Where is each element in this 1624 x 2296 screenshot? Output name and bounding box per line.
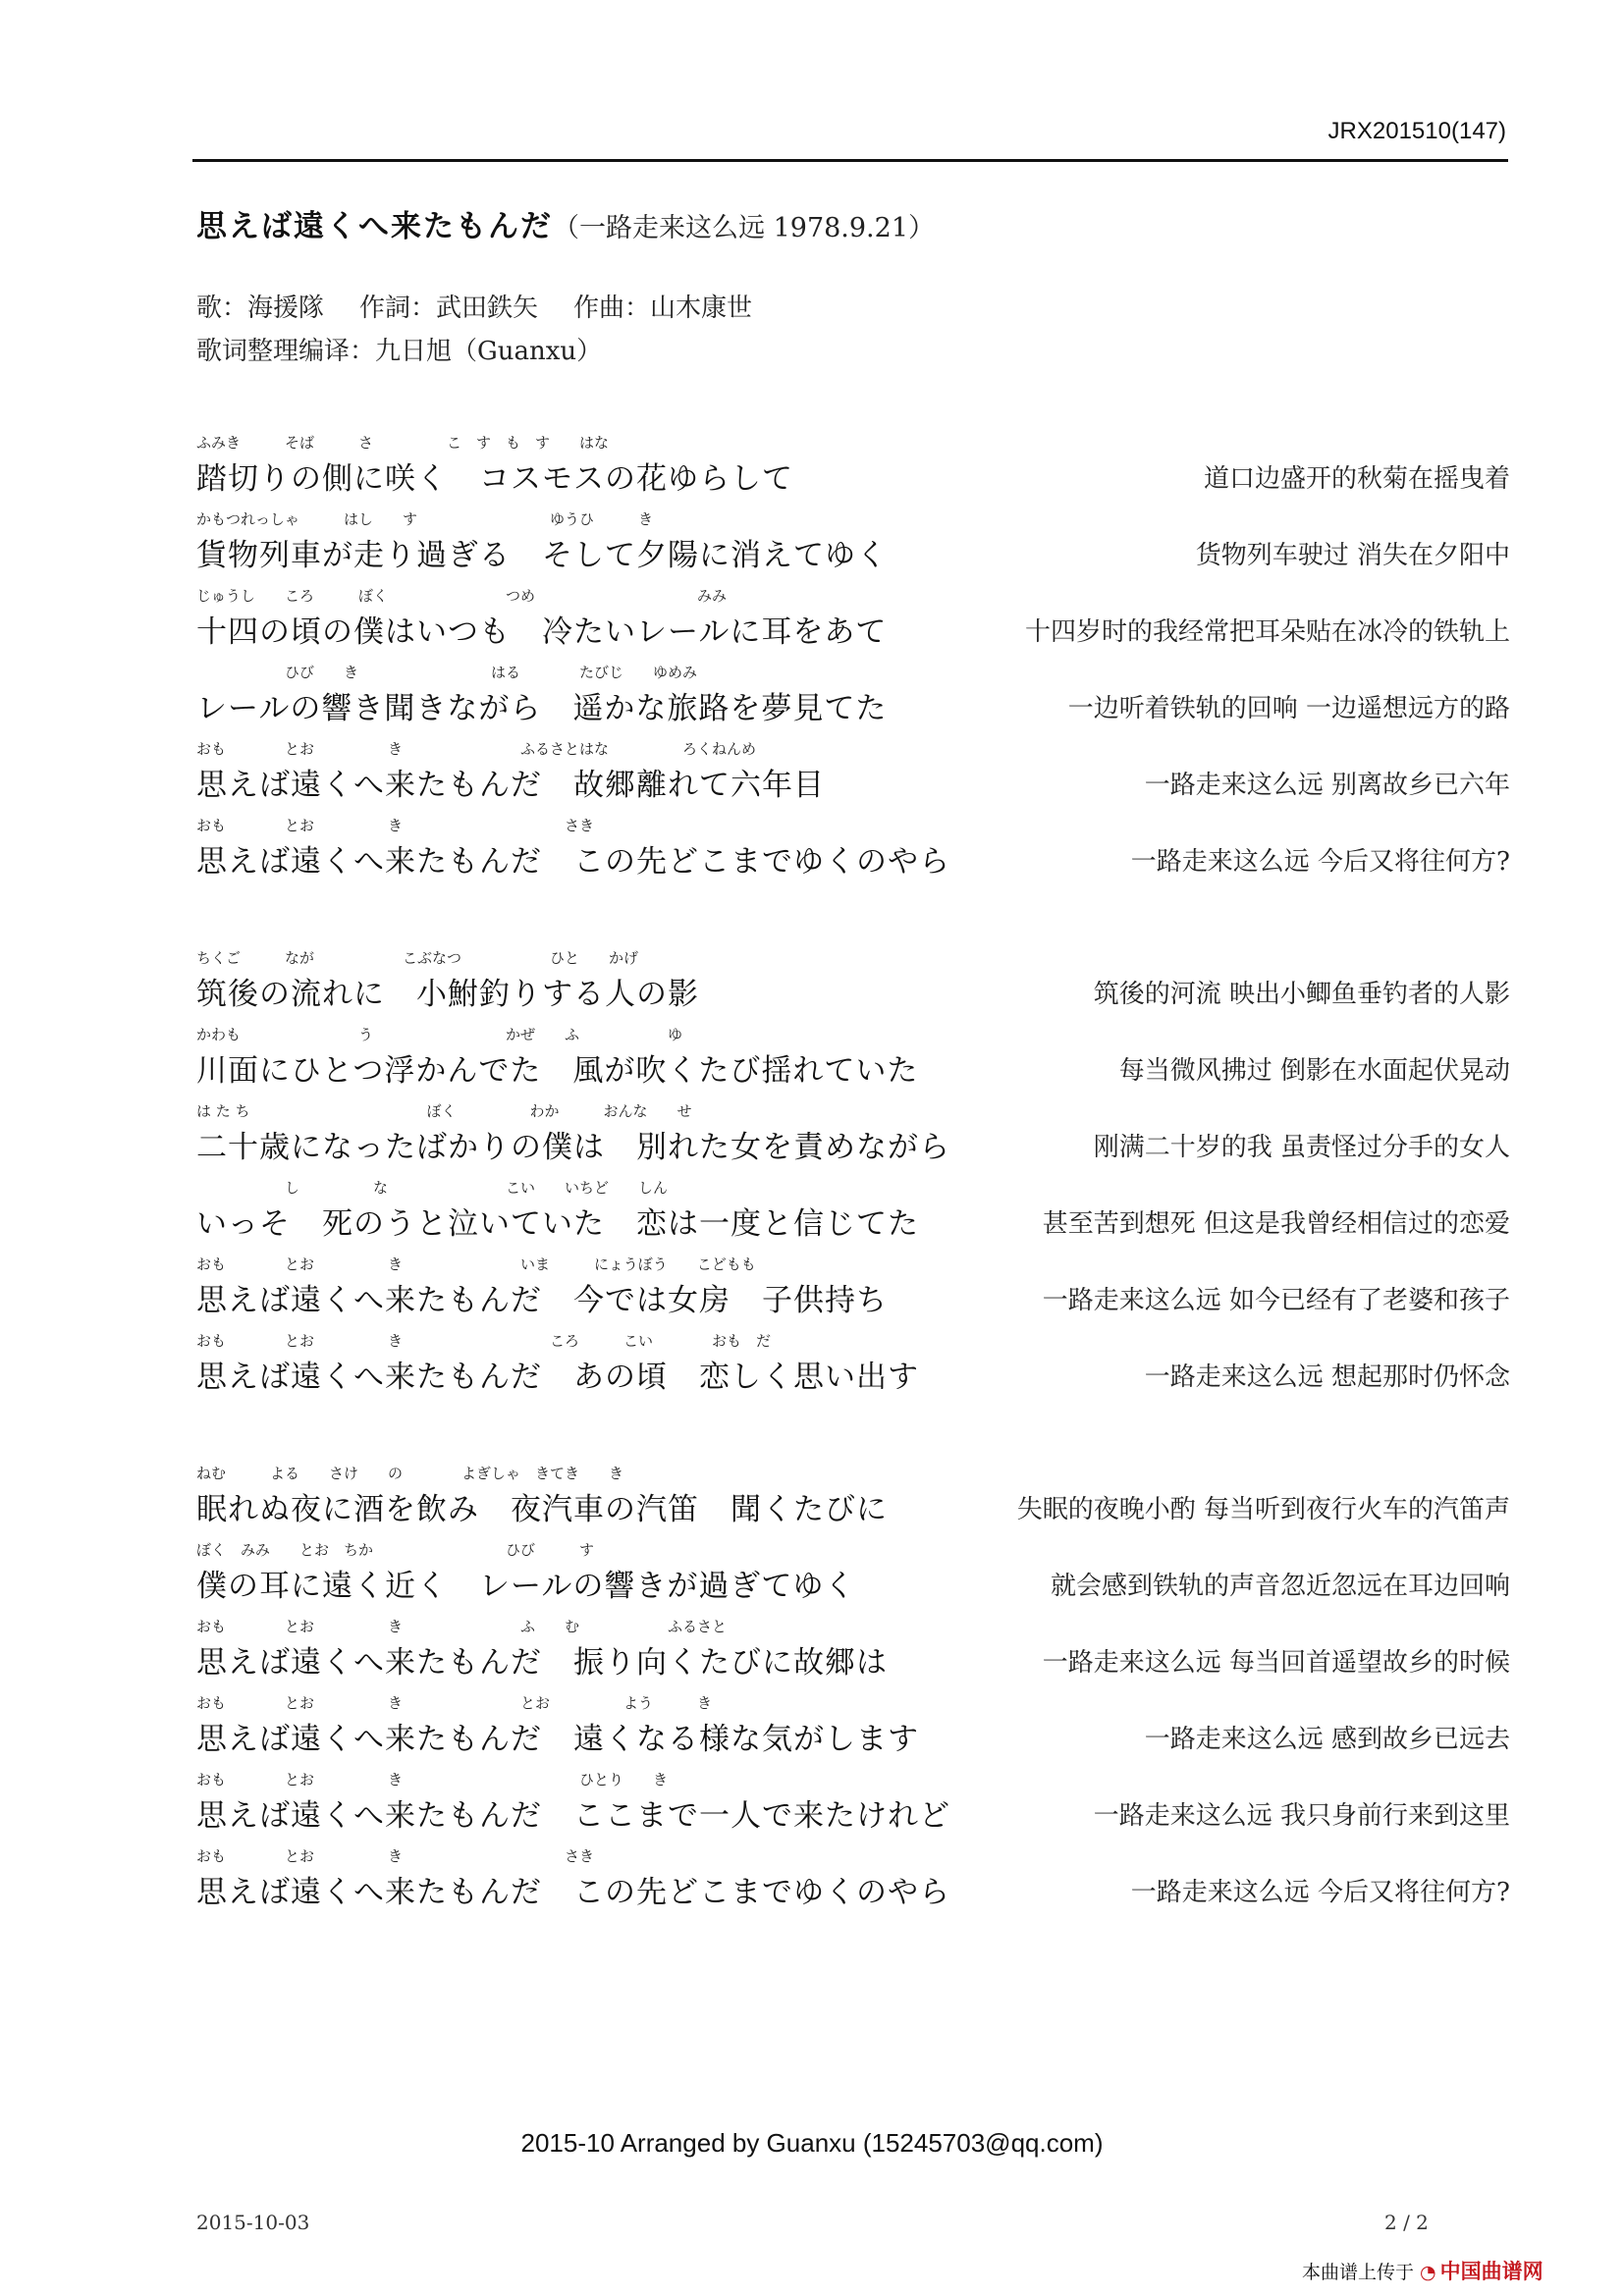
composer-credit: 作曲：山木康世 <box>573 294 753 323</box>
japanese-lyric: 思えば遠くへ来たもんだ ここまで一人で来たけれど <box>196 1798 950 1834</box>
furigana-text: かわも う かぜ ふ ゆ <box>196 1026 683 1043</box>
japanese-lyric: 思えば遠くへ来たもんだ あの頃 恋しく思い出す <box>196 1360 919 1395</box>
furigana-text: おも とお き さき <box>196 817 595 834</box>
japanese-lyric: 二十歳になったばかりの僕は 別れた女を責めながら <box>196 1130 950 1165</box>
furigana-text: は た ち ぼく わか おんな せ <box>196 1102 692 1120</box>
japanese-lyric: 貨物列車が走り過ぎる そして夕陽に消えてゆく <box>196 538 888 573</box>
japanese-lyric: 思えば遠くへ来たもんだ 故郷離れて六年目 <box>196 768 825 803</box>
arranger-credit: 2015-10 Arranged by Guanxu (15245703@qq.com) <box>520 2128 1104 2158</box>
lyric-line <box>196 1254 1510 1330</box>
header-rule <box>192 159 1508 162</box>
lyric-line <box>196 1330 1510 1407</box>
site-name: 中国曲谱网 <box>1439 2260 1543 2283</box>
chinese-translation: 刚满二十岁的我 虽责怪过分手的女人 <box>1093 1133 1510 1162</box>
lyric-line <box>196 585 1510 662</box>
japanese-lyric: 思えば遠くへ来たもんだ 振り向くたびに故郷は <box>196 1645 888 1681</box>
lyric-line <box>196 1177 1510 1254</box>
japanese-lyric: 十四の頃の僕はいつも 冷たいレールに耳をあて <box>196 614 888 650</box>
japanese-lyric: いっそ 死のうと泣いていた 恋は一度と信じてた <box>196 1206 919 1242</box>
lyric-line <box>196 1616 1510 1692</box>
lyric-line <box>196 508 1510 585</box>
japanese-lyric: 思えば遠くへ来たもんだ 遠くなる様な気がします <box>196 1722 919 1757</box>
furigana-text: おも とお き ひとり き <box>196 1771 669 1789</box>
print-date: 2015-10-03 <box>196 2211 310 2234</box>
lyric-line <box>196 1463 1510 1539</box>
furigana-text: おも とお き さき <box>196 1847 595 1865</box>
japanese-lyric: 踏切りの側に咲く コスモスの花ゆらして <box>196 461 793 497</box>
furigana-text: じゅうし ころ ぼく つめ みみ <box>196 587 728 605</box>
translator-credit: 歌词整理编译：九日旭（Guanxu） <box>196 337 603 366</box>
furigana-text: し な こい いちど しん <box>196 1179 669 1197</box>
chinese-translation: 筑後的河流 映出小鲫鱼垂钓者的人影 <box>1093 980 1510 1009</box>
furigana-text: おも とお き いま にょうぼう こどもも <box>196 1255 756 1273</box>
furigana-text: ねむ よる さけ の よぎしゃ きてき き <box>196 1465 624 1482</box>
chinese-translation: 一路走来这么远 如今已经有了老婆和孩子 <box>1042 1286 1510 1315</box>
furigana-text: おも とお き ふ む ふるさと <box>196 1618 728 1635</box>
furigana-text: ふみき そば さ こ す も す はな <box>196 434 610 452</box>
furigana-text: かもつれっしゃ はし す ゆうひ き <box>196 510 654 528</box>
upload-watermark <box>1302 2256 1543 2285</box>
lyric-line <box>196 738 1510 815</box>
chinese-translation: 失眠的夜晚小酌 每当听到夜行火车的汽笛声 <box>1016 1495 1510 1524</box>
lyric-line <box>196 662 1510 738</box>
chinese-translation: 每当微风拂过 倒影在水面起伏晃动 <box>1118 1056 1510 1086</box>
site-logo-icon: ◔ <box>1420 2262 1436 2283</box>
furigana-text: おも とお き とお よう き <box>196 1694 713 1712</box>
japanese-lyric: 思えば遠くへ来たもんだ この先どこまでゆくのやら <box>196 1875 950 1910</box>
credits-line <box>196 287 787 330</box>
upload-text: 本曲谱上传于 <box>1302 2262 1415 2283</box>
lyric-line <box>196 1769 1510 1845</box>
chinese-translation: 就会感到铁轨的声音忽近忽远在耳边回响 <box>1050 1572 1510 1601</box>
japanese-lyric: 筑後の流れに 小鮒釣りする人の影 <box>196 977 699 1012</box>
song-title <box>196 201 935 245</box>
chinese-translation: 一路走来这么远 每当回首遥望故乡的时候 <box>1042 1648 1510 1678</box>
verse <box>196 432 1510 891</box>
japanese-lyric: 眠れぬ夜に酒を飲み 夜汽車の汽笛 聞くたびに <box>196 1492 888 1527</box>
verse <box>196 1463 1510 1922</box>
furigana-text: おも とお き ころ こい おも だ <box>196 1332 772 1350</box>
furigana-text: ひび き はる たびじ ゆめみ <box>196 664 698 681</box>
lyric-line <box>196 947 1510 1024</box>
lyricist-credit: 作詞：武田鉄矢 <box>359 294 539 323</box>
japanese-lyric: 僕の耳に遠く近く レールの響きが過ぎてゆく <box>196 1569 856 1604</box>
chinese-translation: 货物列车驶过 消失在夕阳中 <box>1195 541 1510 570</box>
singer-credit: 歌：海援隊 <box>196 294 325 323</box>
japanese-lyric: 川面にひとつ浮かんでた 風が吹くたび揺れていた <box>196 1053 919 1089</box>
japanese-lyric: レールの響き聞きながら 遥かな旅路を夢見てた <box>196 691 888 726</box>
chinese-translation: 一边听着铁轨的回响 一边遥想远方的路 <box>1067 694 1510 723</box>
verse <box>196 947 1510 1407</box>
chinese-translation: 一路走来这么远 今后又将往何方? <box>1130 847 1510 877</box>
lyric-line <box>196 1100 1510 1177</box>
chinese-translation: 一路走来这么远 我只身前行来到这里 <box>1093 1801 1510 1831</box>
chinese-translation: 一路走来这么远 别离故乡已六年 <box>1144 771 1510 800</box>
lyric-line <box>196 1845 1510 1922</box>
furigana-text: ぼく みみ とお ちか ひび す <box>196 1541 595 1559</box>
lyric-line <box>196 815 1510 891</box>
lyric-line <box>196 432 1510 508</box>
furigana-text: おも とお き ふるさとはな ろくねんめ <box>196 740 757 758</box>
song-title-japanese: 思えば遠くへ来たもんだ <box>196 209 553 244</box>
lyric-line <box>196 1692 1510 1769</box>
furigana-text: ちくご なが こぶなつ ひと かげ <box>196 949 639 967</box>
chinese-translation: 一路走来这么远 今后又将往何方? <box>1130 1878 1510 1907</box>
lyric-line <box>196 1539 1510 1616</box>
page-number: 2 / 2 <box>1384 2211 1429 2234</box>
chinese-translation: 一路走来这么远 想起那时仍怀念 <box>1144 1362 1510 1392</box>
credits <box>196 287 787 373</box>
song-title-chinese: （一路走来这么远 1978.9.21） <box>553 213 935 243</box>
chinese-translation: 道口边盛开的秋菊在摇曳着 <box>1203 464 1510 494</box>
chinese-translation: 一路走来这么远 感到故乡已远去 <box>1144 1725 1510 1754</box>
chinese-translation: 十四岁时的我经常把耳朵贴在冰冷的铁轨上 <box>1024 617 1510 647</box>
lyric-line <box>196 1024 1510 1100</box>
japanese-lyric: 思えば遠くへ来たもんだ 今では女房 子供持ち <box>196 1283 888 1318</box>
chinese-translation: 甚至苦到想死 但这是我曾经相信过的恋爱 <box>1042 1209 1510 1239</box>
document-id: JRX201510(147) <box>1327 118 1506 144</box>
japanese-lyric: 思えば遠くへ来たもんだ この先どこまでゆくのやら <box>196 844 950 880</box>
